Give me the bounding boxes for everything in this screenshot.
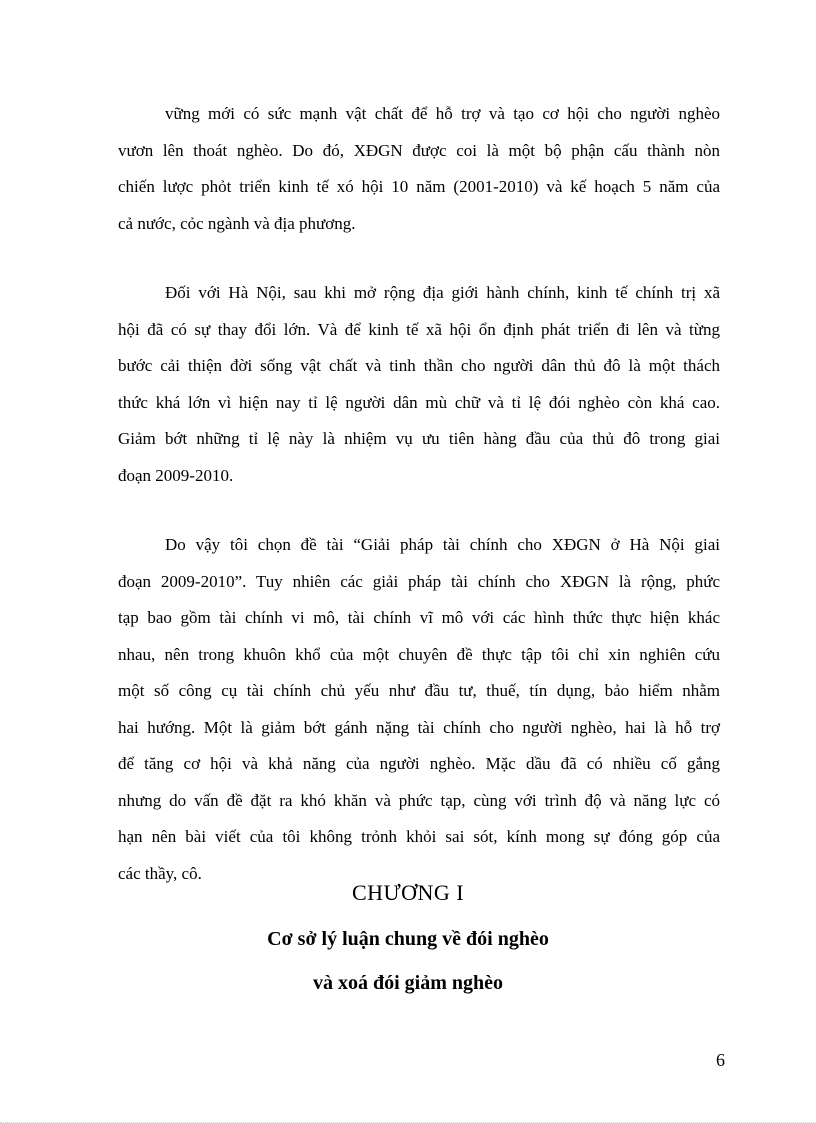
chapter-subtitle-line-2: và xoá đói giảm nghèo xyxy=(312,972,504,994)
paragraph-gap xyxy=(118,242,720,275)
text-line: để tăng cơ hội và khả năng của người nghèo. Mặc dầu đã có nhiều cố gắng xyxy=(118,754,720,773)
text-line: hội đã có sự thay đổi lớn. Và để kinh tế xã hội ổn định phát triển đi lên và từng xyxy=(118,319,720,339)
text-line: hạn nên bài viết của tôi không trỏnh khỏi sai sót, kính mong sự đóng góp của xyxy=(118,827,720,846)
text-line: Đối với Hà Nội, sau khi mở rộng địa giới hành chính, kinh tế chính trị xã xyxy=(165,283,720,302)
text-line: chiến lược phỏt triển kinh tế xó hội 10 năm (2001-2010) và kế hoạch 5 năm của xyxy=(118,177,720,196)
text-line: bước cải thiện đời sống vật chất và tinh thần cho người dân thủ đô là một thách xyxy=(118,356,720,375)
text-line: đoạn 2009-2010. xyxy=(118,465,234,485)
text-line: nhưng do vấn đề đặt ra khó khăn và phức tạp, cùng với trình độ và năng lực có xyxy=(118,790,720,810)
text-line: một số công cụ tài chính chủ yếu như đầu tư, thuế, tín dụng, bảo hiểm nhằm xyxy=(118,681,720,700)
text-line: Do vậy tôi chọn đề tài “Giải pháp tài chính cho XĐGN ở Hà Nội giai xyxy=(165,535,720,554)
text-line: thức khá lớn vì hiện nay tỉ lệ người dân mù chữ và tỉ lệ đói nghèo còn khá cao. xyxy=(118,392,720,412)
text-line: tạp bao gồm tài chính vi mô, tài chính vĩ mô với các hình thức thực hiện khác xyxy=(118,608,720,627)
chapter-heading: CHƯƠNG I xyxy=(351,880,465,905)
chapter-subtitle-line-1: Cơ sở lý luận chung về đói nghèo xyxy=(267,928,549,950)
text-line: đoạn 2009-2010”. Tuy nhiên các giải pháp tài chính cho XĐGN là rộng, phức xyxy=(118,571,720,591)
text-line: nhau, nên trong khuôn khổ của một chuyên đề thực tập tôi chỉ xin nghiên cứu xyxy=(118,644,720,664)
body-text xyxy=(118,96,720,892)
text-line: cả nước, cỏc ngành và địa phương. xyxy=(118,213,356,233)
text-line: hai hướng. Một là giảm bớt gánh nặng tài chính cho người nghèo, hai là hỗ trợ xyxy=(118,717,720,737)
text-line: vươn lên thoát nghèo. Do đó, XĐGN được coi là một bộ phận cấu thành nòn xyxy=(118,140,720,160)
paragraph-3 xyxy=(118,527,720,892)
paragraph-1 xyxy=(118,96,720,242)
paragraph-2 xyxy=(118,275,720,494)
page-number: 6 xyxy=(716,1050,725,1070)
text-line: các thầy, cô. xyxy=(118,863,202,883)
text-line: vững mới có sức mạnh vật chất để hỗ trợ và tạo cơ hội cho người nghèo xyxy=(165,104,720,123)
text-line: Giảm bớt những tỉ lệ này là nhiệm vụ ưu tiên hàng đầu của thủ đô trong giai xyxy=(118,429,720,448)
paragraph-gap xyxy=(118,494,720,527)
